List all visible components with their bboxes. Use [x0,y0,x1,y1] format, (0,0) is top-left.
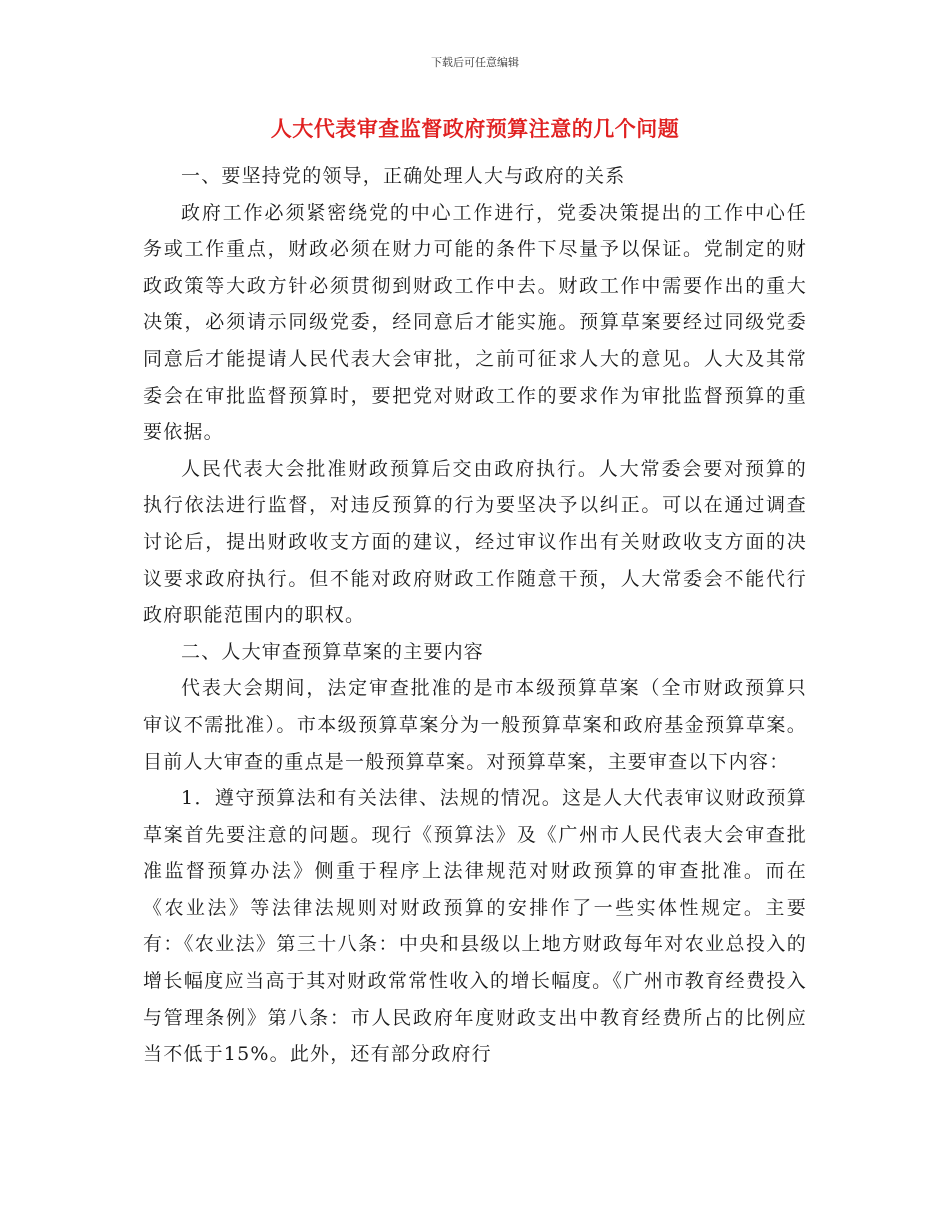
document-body [143,158,807,1073]
document-title: 人大代表审查监督政府预算注意的几个问题 [270,116,680,141]
paragraph: 1．遵守预算法和有关法律、法规的情况。这是人大代表审议财政预算草案首先要注意的问题。现行《预算法》及《广州市人民代表大会审查批准监督预算办法》侧重于程序上法律规范对财政预算的审查批准。而在《农业法》等法律法规则对财政预算的安排作了一些实体性规定。主要有：《农业法》第三十八条：中央和县级以上地方财政每年对农业总投入的增长幅度应当高于其对财政常常性收入的增长幅度。《广州市教育经费投入与管理条例》第八条：市人民政府年度财政支出中教育经费所占的比例应当不低于15%。此外，还有部分政府行 [143,787,807,1066]
paragraph: 人民代表大会批准财政预算后交由政府执行。人大常委会要对预算的执行依法进行监督，对违反预算的行为要坚决予以纠正。可以在通过调查讨论后，提出财政收支方面的建议，经过审议作出有关财政收支方面的决议要求政府执行。但不能对政府财政工作随意干预，人大常委会不能代行政府职能范围内的职权。 [143,457,807,627]
header-note: 下载后可任意编辑 [431,56,519,69]
paragraph: 政府工作必须紧密绕党的中心工作进行，党委决策提出的工作中心任务或工作重点，财政必须在财力可能的条件下尽量予以保证。党制定的财政政策等大政方针必须贯彻到财政工作中去。财政工作中需要作出的重大决策，必须请示同级党委，经同意后才能实施。预算草案要经过同级党委同意后才能提请人民代表大会审批，之前可征求人大的意见。人大及其常委会在审批监督预算时，要把党对财政工作的要求作为审批监督预算的重要依据。 [143,201,807,444]
section-heading-2: 二、人大审查预算草案的主要内容 [181,640,485,663]
section-heading-1: 一、要坚持党的领导，正确处理人大与政府的关系 [181,165,626,187]
paragraph: 代表大会期间，法定审查批准的是市本级预算草案（全市财政预算只审议不需批准）。市本级预算草案分为一般预算草案和政府基金预算草案。目前人大审查的重点是一般预算草案。对预算草案，主要审查以下内容： [143,677,807,773]
